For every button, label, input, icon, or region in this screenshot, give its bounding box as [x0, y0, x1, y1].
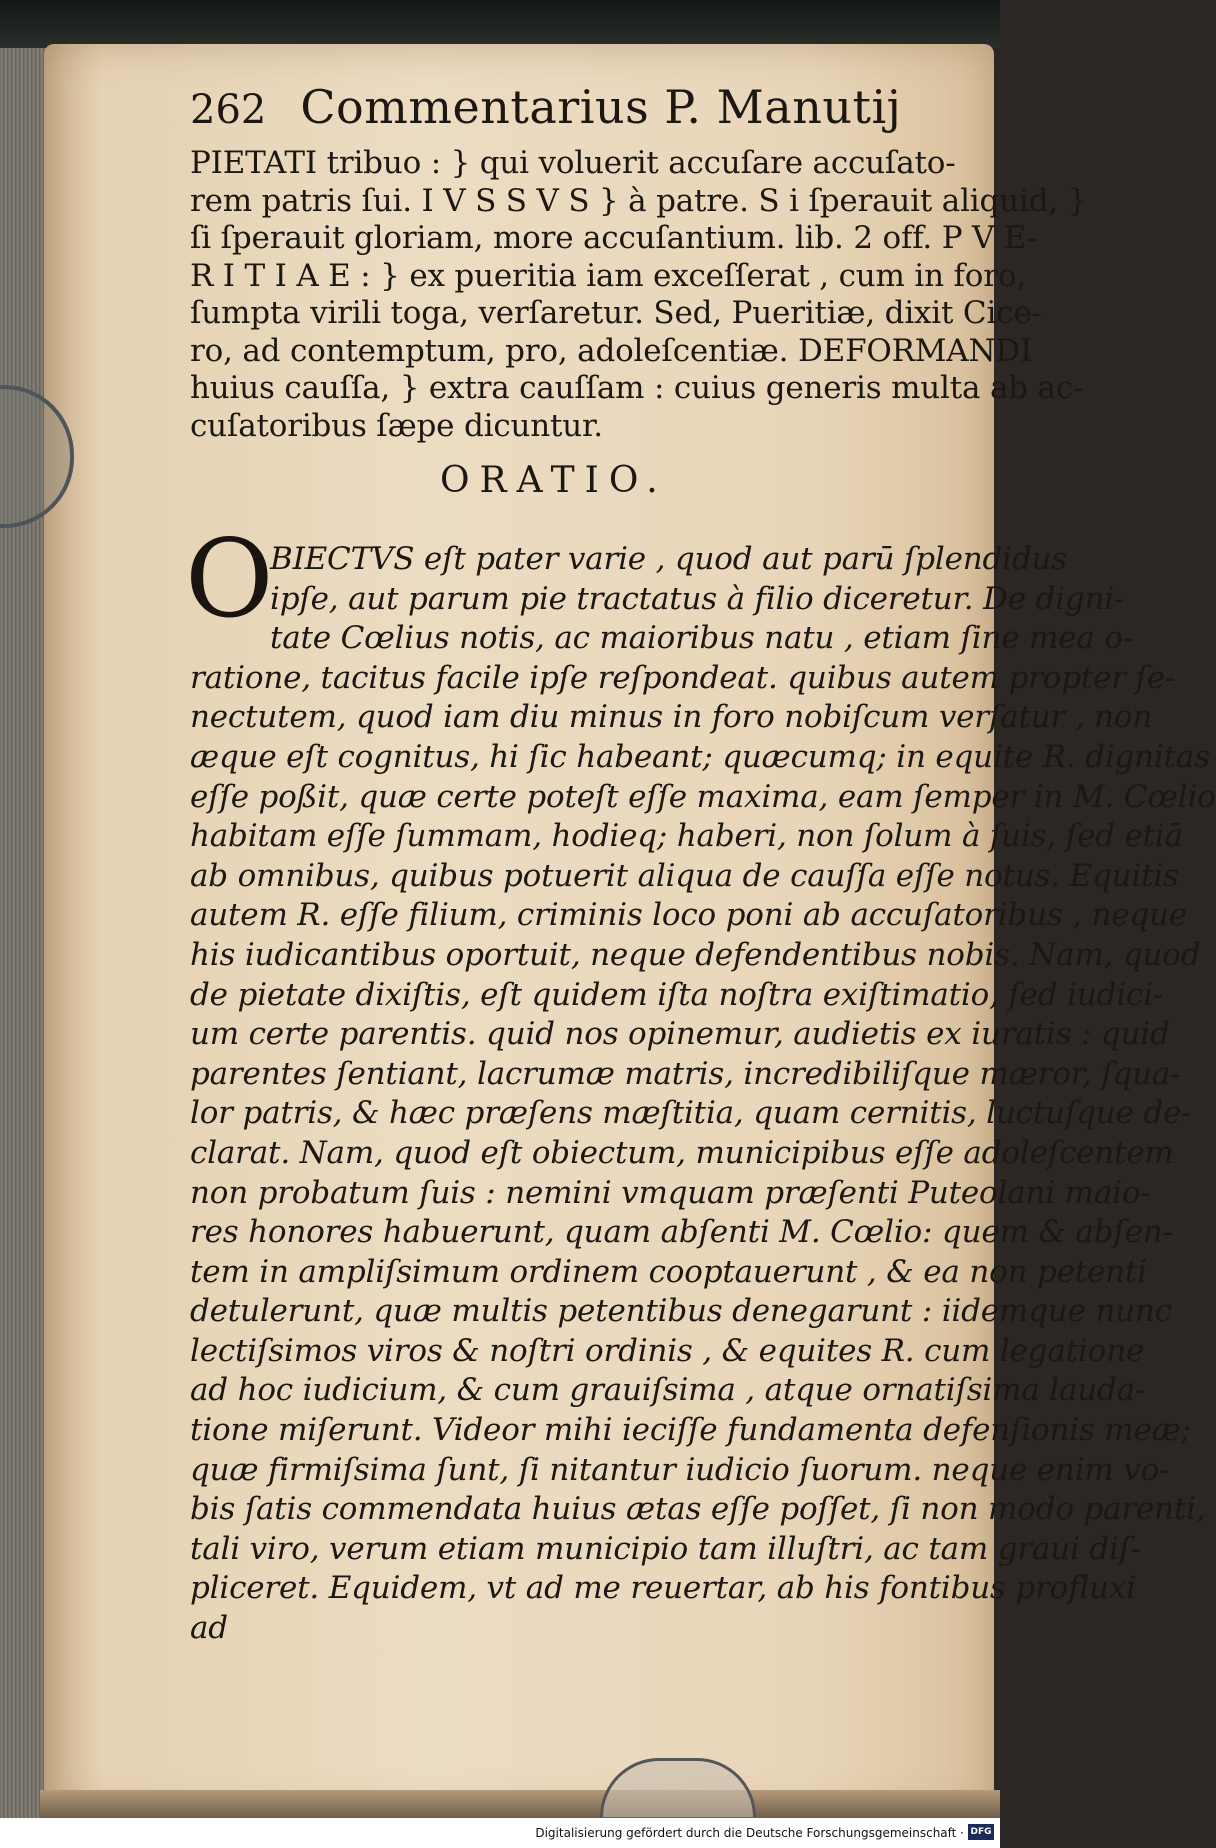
text-line: um certe parentis. quid nos opinemur, audietis ex iuratis : quid: [190, 1016, 1170, 1053]
text-line: tate Cœlius notis, ac maioribus natu , etiam ſine mea o-: [270, 620, 1134, 657]
text-line: autem R. eſſe filium, criminis loco poni ab accuſatoribus , neque: [190, 897, 1187, 934]
oration-block: [190, 540, 1216, 1649]
text-line: tali viro, verum etiam municipio tam illuſtri, ac tam graui diſ-: [190, 1530, 1141, 1567]
text-line: quæ firmiſsima ſunt, ſi nitantur iudicio ſuorum. neque enim vo-: [190, 1451, 1170, 1488]
drop-initial: O: [185, 517, 274, 642]
text-line: clarat. Nam, quod eſt obiectum, municipibus eſſe adoleſcentem: [190, 1134, 1174, 1171]
text-line: æque eſt cognitus, hi ſic habeant; quæcumq; in equite R. dignitas: [190, 738, 1210, 775]
text-line: cuſatoribus ſæpe dicuntur.: [190, 407, 603, 444]
page-number: 262: [190, 87, 267, 133]
text-line: huius cauſſa, } extra cauſſam : cuius generis multa ab ac-: [190, 370, 1084, 406]
text-line: habitam eſſe ſummam, hodieq; haberi, non ſolum à ſuis, ſed etiā: [190, 818, 1183, 855]
book-bottom-edge: [40, 1790, 1000, 1820]
text-line: bis ſatis commendata huius ætas eſſe poſſet, ſi non modo parenti,: [190, 1491, 1206, 1528]
text-line: ſi ſperauit gloriam, more accuſantium. lib. 2 off. P V E-: [190, 220, 1038, 256]
section-heading: ORATIO.: [440, 460, 668, 501]
text-line: ad hoc iudicium, & cum grauiſsima , atque ornatiſsima lauda-: [190, 1372, 1146, 1409]
text-line: lor patris, & hæc præſens mæſtitia, quam cernitis, luctuſque de-: [190, 1095, 1192, 1132]
footer-credit: Digitalisierung gefördert durch die Deutsche Forschungsgemeinschaft ·: [535, 1826, 964, 1840]
text-line: R I T I A E : } ex pueritia iam exceſſerat , cum in foro,: [190, 257, 1026, 294]
text-line: ratione, tacitus facile ipſe reſpondeat. quibus autem propter ſe-: [190, 659, 1176, 696]
text-line: res honores habuerunt, quam abſenti M. Cœlio: quem & abſen-: [190, 1214, 1173, 1251]
running-title: Commentarius P. Manutij: [300, 80, 902, 134]
text-line: rem patris ſui. I V S S V S } à patre. S i ſperauit aliquid, }: [190, 182, 1088, 219]
dfg-logo: DFG: [968, 1824, 994, 1840]
text-line: detulerunt, quæ multis petentibus denegarunt : iidemque nunc: [190, 1293, 1172, 1330]
text-line: lectiſsimos viros & noſtri ordinis , & equites R. cum legatione: [190, 1332, 1145, 1369]
text-line: BIECTVS eſt pater varie , quod aut parū ſplendidus: [270, 541, 1068, 577]
text-line: tione miſerunt. Videor mihi ieciſſe fundamenta defenſionis meæ;: [190, 1412, 1191, 1449]
text-line: PIETATI tribuo : } qui voluerit accuſare accuſato-: [190, 145, 956, 181]
text-line: de pietate dixiſtis, eſt quidem iſta noſtra exiſtimatio, ſed iudici-: [190, 976, 1164, 1013]
text-line: non probatum ſuis : nemini vmquam præſenti Puteolani maio-: [190, 1174, 1151, 1211]
page-header: [190, 80, 950, 134]
text-line: eſſe poßit, quæ certe poteſt eſſe maxima, eam ſemper in M. Cœlio: [190, 778, 1216, 815]
scanner-background: [0, 0, 1000, 48]
text-line: ſumpta virili toga, verſaretur. Sed, Pueritiæ, dixit Cice-: [190, 295, 1042, 331]
text-line: his iudicantibus oportuit, neque defendentibus nobis. Nam, quod: [190, 936, 1201, 973]
text-line: ipſe, aut parum pie tractatus à filio diceretur. De digni-: [270, 580, 1125, 617]
text-line: pliceret. Equidem, vt ad me reuertar, ab his fontibus profluxi: [190, 1570, 1136, 1607]
commentary-block: [190, 145, 1088, 445]
text-line: ab omnibus, quibus potuerit aliqua de cauſſa eſſe notus. Equitis: [190, 857, 1179, 894]
text-line: ro, ad contemptum, pro, adoleſcentiæ. DEFORMANDI: [190, 332, 1033, 369]
text-line: parentes ſentiant, lacrumæ matris, incredibiliſque mæror, ſqua-: [190, 1055, 1181, 1092]
text-line: tem in ampliſsimum ordinem cooptauerunt , & ea non petenti: [190, 1253, 1147, 1290]
text-line: ad: [190, 1610, 228, 1647]
text-line: nectutem, quod iam diu minus in foro nobiſcum verſatur , non: [190, 699, 1153, 736]
